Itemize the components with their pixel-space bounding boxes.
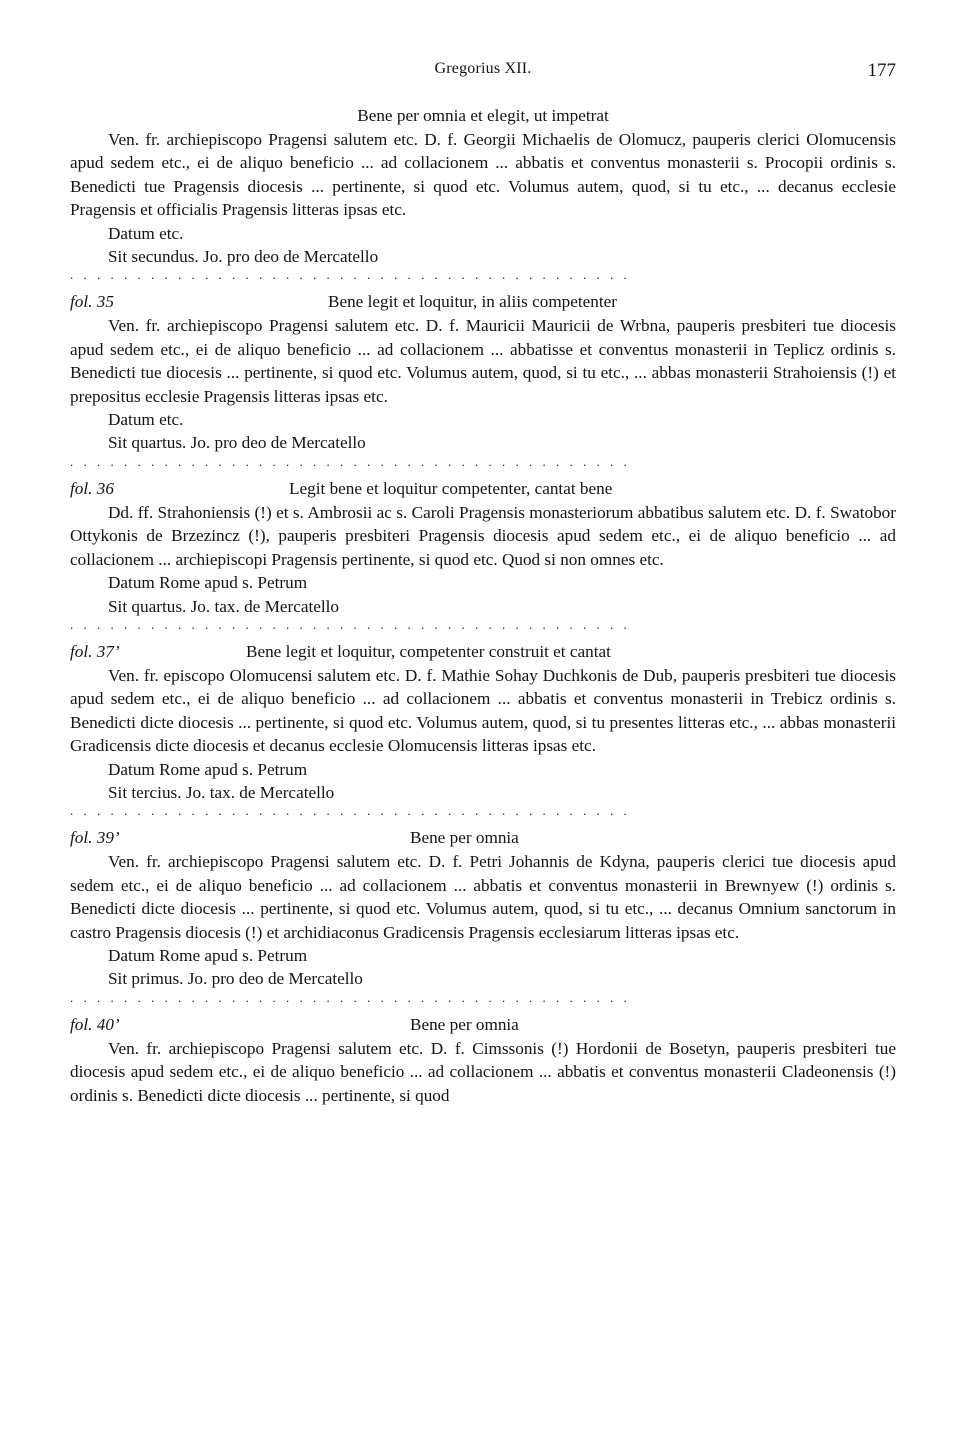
folio-reference: fol. 37’ (70, 641, 120, 661)
entry-1 (70, 290, 896, 474)
entry-datum: Datum Rome apud s. Petrum (108, 573, 308, 593)
entry-0 (70, 104, 896, 288)
entry-5 (70, 1013, 896, 1107)
entry-note: Legit bene et loquitur competenter, cantat bene (289, 478, 613, 498)
folio-reference: fol. 39’ (70, 828, 120, 848)
entry-note: Bene legit et loquitur, in aliis competenter (328, 292, 618, 312)
entry-text: Ven. fr. episcopo Olomucensi salutem etc. D. f. Mathie Sohay Duchkonis de Dub, pauperis presbiteri tue diocesis apud sedem etc., ei de aliquo beneficio ... ad collacionem ... abbatis et conventus monasterii in Trebicz ordinis s. Benedicti dicte diocesis ... pertinente, si quod etc. Volumus autem, quod, si tu presentes litteras etc., ... abbas monasterii Gradicensis dicte diocesis et decanus ecclesie Olomucensis litteras ipsas etc. (70, 665, 896, 756)
entry-note: Bene legit et loquitur, competenter construit et cantat (246, 641, 611, 661)
entry-heading (70, 826, 896, 850)
entry-note: Bene per omnia (410, 828, 519, 848)
separator-dots: . . . . . . . . . . . . . . . . . . . . . . . . . . . . . . . . . . . . . . . . . . (70, 453, 631, 469)
entry-text: Ven. fr. archiepiscopo Pragensi salutem etc. D. f. Mauricii Mauricii de Wrbna, pauperis presbiteri tue diocesis apud sedem etc., ei de aliquo beneficio ... ad collacionem ... abbatisse et conventus monasterii in Teplicz ordinis s. Benedicti tue diocesis ... pertinente, si quod etc. Volumus autem, quod, si tu etc., ... abbas monasterii Strahoiensis (!) et prepositus ecclesie Pragensis litteras ipsas etc. (70, 316, 896, 406)
entry-heading (70, 290, 896, 314)
running-head (70, 58, 896, 84)
entry-text: Ven. fr. archiepiscopo Pragensi salutem etc. D. f. Petri Johannis de Kdyna, pauperis clerici tue diocesis apud sedem etc., ei de aliquo beneficio ... ad collacionem ... abbatis et conventus monasterii in Brewnyew (!) ordinis s. Benedicti dicte diocesis ... pertinente, si quod etc. Volumus autem, quod, si tu etc., ... decanus Omnium sanctorum in castro Pragensis diocesis (!) et archidiaconus Gradicensis Pragensis ecclesiarum litteras ipsas etc. (70, 852, 896, 942)
entry-note: Bene per omnia et elegit, ut impetrat (357, 106, 609, 125)
entry-3 (70, 640, 896, 824)
entry-heading (70, 477, 896, 501)
folio-reference: fol. 40’ (70, 1014, 120, 1034)
entry-text: Dd. ff. Strahoniensis (!) et s. Ambrosii ac s. Caroli Pragensis monasteriorum abbatibus salutem etc. D. f. Swatobor Ottykonis de Brzezincz (!), pauperis presbiteri Pragensis diocesis apud sedem etc., ei de aliquo beneficio ... ad collacionem ... archiepiscopi Pragensis pertinente, si quod etc. Quod si non omnes etc. (70, 502, 896, 569)
entry-heading (70, 640, 896, 664)
page-number: 177 (867, 60, 896, 81)
separator-dots: . . . . . . . . . . . . . . . . . . . . . . . . . . . . . . . . . . . . . . . . . . (70, 616, 631, 632)
entry-datum: Datum etc. (108, 410, 184, 430)
entry-heading (70, 1013, 896, 1037)
entry-2 (70, 477, 896, 638)
separator-dots: . . . . . . . . . . . . . . . . . . . . . . . . . . . . . . . . . . . . . . . . . . (70, 267, 631, 283)
entry-sit: Sit quartus. Jo. pro deo de Mercatello (108, 433, 366, 453)
entry-text: Ven. fr. archiepiscopo Pragensi salutem etc. D. f. Georgii Michaelis de Olomucz, pauperis clerici Olomucensis apud sedem etc., ei de aliquo beneficio ... ad collacionem ... abbatis et conventus monasterii s. Procopii ordinis s. Benedicti tue Pragensis diocesis ... pertinente, si quod etc. Volumus autem, quod, si tu etc., ... decanus ecclesie Pragensis et officialis Pragensis litteras ipsas etc. (70, 130, 896, 220)
entry-heading (70, 104, 896, 128)
folio-reference: fol. 36 (70, 478, 114, 498)
running-title: Gregorius XII. (434, 60, 532, 77)
entry-sit: Sit tercius. Jo. tax. de Mercatello (108, 782, 335, 802)
separator-dots: . . . . . . . . . . . . . . . . . . . . . . . . . . . . . . . . . . . . . . . . . . (70, 803, 631, 819)
entry-note: Bene per omnia (410, 1014, 519, 1034)
entry-sit: Sit quartus. Jo. tax. de Mercatello (108, 596, 340, 616)
entry-text: Ven. fr. archiepiscopo Pragensi salutem etc. D. f. Cimssonis (!) Hordonii de Bosetyn, pauperis presbiteri tue diocesis apud sedem etc., ei de aliquo beneficio ... ad collacionem ... abbatis et conventus monasterii Cladeonensis (!) ordinis s. Benedicti dicte diocesis ... pertinente, si quod (70, 1038, 896, 1105)
entry-datum: Datum Rome apud s. Petrum (108, 759, 308, 779)
entry-datum: Datum etc. (108, 223, 184, 243)
entry-sit: Sit secundus. Jo. pro deo de Mercatello (108, 247, 379, 267)
separator-dots: . . . . . . . . . . . . . . . . . . . . . . . . . . . . . . . . . . . . . . . . . . (70, 989, 631, 1005)
document-body (70, 104, 896, 1107)
entry-4 (70, 826, 896, 1010)
folio-reference: fol. 35 (70, 292, 114, 312)
entry-sit: Sit primus. Jo. pro deo de Mercatello (108, 969, 363, 989)
entry-datum: Datum Rome apud s. Petrum (108, 945, 308, 965)
